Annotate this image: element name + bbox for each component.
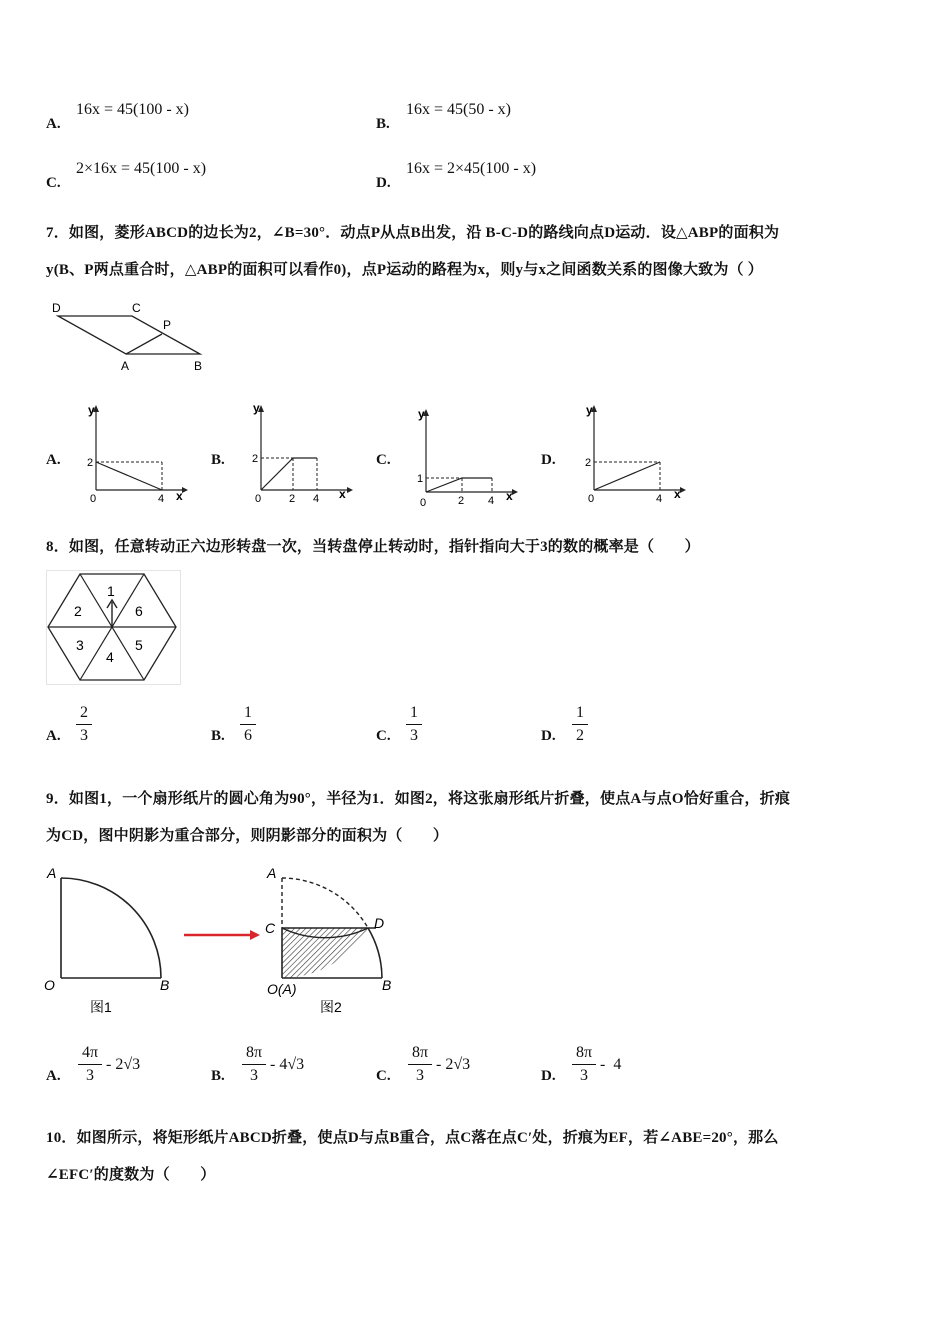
q9-option-b-label: B.	[211, 1068, 225, 1084]
denominator: 3	[580, 1067, 588, 1084]
q9-option-d-label: D.	[541, 1068, 556, 1084]
q9-option-d-fraction	[572, 1044, 596, 1085]
label-a: A	[47, 865, 57, 881]
arc-db	[368, 928, 382, 978]
denominator: 2	[576, 727, 584, 744]
q9-option-c-label: C.	[376, 1068, 391, 1084]
x-label: x	[506, 489, 513, 503]
q10-text-line2: ∠EFC′的度数为（ ）	[46, 1167, 216, 1183]
y-label: y	[253, 401, 260, 415]
sector-1: 1	[107, 583, 115, 599]
q6-option-a-expr: 16x = 45(100 - x)	[76, 101, 190, 118]
q9-option-c-fraction	[408, 1044, 432, 1085]
q7-option-a-label: A.	[46, 452, 61, 468]
x-arrow	[182, 487, 188, 493]
tick-2-x: 2	[289, 493, 296, 505]
rhombus-shape	[58, 316, 200, 354]
origin: 0	[420, 497, 427, 509]
q6-option-d-label: D.	[376, 175, 391, 191]
q8-option-b-fraction	[240, 704, 256, 745]
label-d: D	[52, 301, 61, 315]
sector-6: 6	[135, 603, 143, 619]
q6-option-b-label: B.	[376, 116, 390, 132]
q7-option-c-label: C.	[376, 452, 391, 468]
q6-option-a-label: A.	[46, 116, 61, 132]
q8-option-d-label: D.	[541, 728, 556, 744]
label-o: O	[44, 977, 55, 993]
q6-option-c-label: C.	[46, 175, 61, 191]
denominator: 3	[416, 1067, 424, 1084]
x-arrow	[347, 487, 353, 493]
tick-4: 4	[488, 495, 495, 507]
q6-option-b-expr: 16x = 45(50 - x)	[406, 101, 512, 118]
numerator: 8π	[245, 1044, 263, 1061]
label-d: D	[374, 915, 385, 931]
origin: 0	[90, 493, 97, 505]
q7-option-b-label: B.	[211, 452, 225, 468]
label-b: B	[194, 359, 203, 373]
arrow-head-icon	[250, 930, 260, 940]
y-label: y	[88, 403, 95, 417]
q6-option-d-expr: 16x = 2×45(100 - x)	[406, 160, 537, 177]
label-b: B	[160, 977, 170, 993]
q9-option-b-fraction	[242, 1044, 266, 1085]
tick-2: 2	[585, 457, 592, 469]
denominator: 3	[80, 727, 88, 744]
q7-graph-a	[82, 400, 192, 512]
label-b: B	[382, 977, 392, 993]
origin: 0	[588, 493, 595, 505]
sector-5: 5	[135, 637, 143, 653]
numerator: 8π	[411, 1044, 429, 1061]
x-label: x	[674, 487, 681, 501]
label-a: A	[121, 359, 130, 373]
arc-ab	[61, 878, 161, 978]
q7-graph-b	[247, 400, 357, 512]
graph-line	[261, 458, 317, 490]
q9-option-b-tail: - 4√3	[270, 1056, 305, 1073]
q9-option-a-tail: - 2√3	[106, 1056, 141, 1073]
numerator: 4π	[81, 1044, 99, 1061]
q7-rhombus-figure	[46, 296, 216, 376]
q6-option-c-expr: 2×16x = 45(100 - x)	[76, 160, 207, 177]
graph-line	[96, 462, 162, 490]
tick-1: 1	[417, 473, 424, 485]
q9-option-c-tail: - 2√3	[436, 1056, 471, 1073]
figure-2	[265, 865, 391, 1015]
numerator: 8π	[575, 1044, 593, 1061]
q9-text-line2: 为CD，图中阴影为重合部分，则阴影部分的面积为（ ）	[46, 828, 449, 844]
tick-4: 4	[158, 493, 165, 505]
q8-text: 8．如图，任意转动正六边形转盘一次，当转盘停止转动时，指针指向大于3的数的概率是（ ）	[46, 539, 700, 555]
origin: 0	[255, 493, 262, 505]
numerator: 2	[80, 704, 88, 721]
q8-option-a-fraction	[76, 704, 92, 745]
q8-hexagon-spinner	[46, 570, 182, 686]
tick-2: 2	[458, 495, 465, 507]
tick-2: 2	[87, 457, 94, 469]
caption-1: 图1	[90, 999, 112, 1015]
dashed-arc	[282, 878, 368, 928]
q9-option-a-label: A.	[46, 1068, 61, 1084]
figure-1	[44, 865, 169, 1015]
shaded-region	[282, 928, 368, 978]
sector-3: 3	[76, 637, 84, 653]
numerator: 1	[576, 704, 584, 721]
x-label: x	[176, 489, 183, 503]
q9-figures	[40, 860, 420, 1020]
q9-text-line1: 9．如图1，一个扇形纸片的圆心角为90°，半径为1．如图2，将这张扇形纸片折叠，使点A与点O恰好重合，折痕	[46, 791, 791, 807]
y-label: y	[418, 407, 425, 421]
sector-2: 2	[74, 603, 82, 619]
y-label: y	[586, 403, 593, 417]
numerator: 1	[410, 704, 418, 721]
tick-4: 4	[656, 493, 663, 505]
numerator: 1	[244, 704, 252, 721]
tick-2-y: 2	[252, 453, 259, 465]
label-p: P	[163, 318, 172, 332]
segment-ap	[126, 334, 162, 354]
q10-text-line1: 10．如图所示，将矩形纸片ABCD折叠，使点D与点B重合，点C落在点C′处，折痕为EF，若∠ABE=20°，那么	[46, 1130, 779, 1146]
denominator: 3	[250, 1067, 258, 1084]
sector-4: 4	[106, 649, 114, 665]
graph-line	[594, 462, 660, 490]
label-c: C	[132, 301, 141, 315]
q9-option-d-tail: - 4	[600, 1056, 622, 1073]
q7-text-line1: 7．如图，菱形ABCD的边长为2，∠B=30°．动点P从点B出发，沿 B-C-D的路线向点D运动．设△ABP的面积为	[46, 225, 780, 241]
label-a: A	[267, 865, 277, 881]
x-arrow	[512, 489, 518, 495]
denominator: 6	[244, 727, 252, 744]
q8-option-d-fraction	[572, 704, 588, 745]
q7-text-line2: y(B、P两点重合时，△ABP的面积可以看作0)，点P运动的路程为x，则y与x之间函数关系的图像大致为（ ）	[46, 262, 763, 278]
label-o-a: O(A)	[267, 981, 297, 997]
q8-option-b-label: B.	[211, 728, 225, 744]
q7-graph-d	[580, 400, 690, 512]
x-label: x	[339, 487, 346, 501]
denominator: 3	[410, 727, 418, 744]
label-c: C	[265, 920, 276, 936]
q9-option-a-fraction	[78, 1044, 102, 1085]
graph-line	[426, 478, 492, 492]
q8-option-a-label: A.	[46, 728, 61, 744]
denominator: 3	[86, 1067, 94, 1084]
caption-2: 图2	[320, 999, 342, 1015]
q7-option-d-label: D.	[541, 452, 556, 468]
q8-option-c-label: C.	[376, 728, 391, 744]
q7-graph-c	[412, 404, 522, 516]
tick-4: 4	[313, 493, 320, 505]
q8-option-c-fraction	[406, 704, 422, 745]
x-arrow	[680, 487, 686, 493]
